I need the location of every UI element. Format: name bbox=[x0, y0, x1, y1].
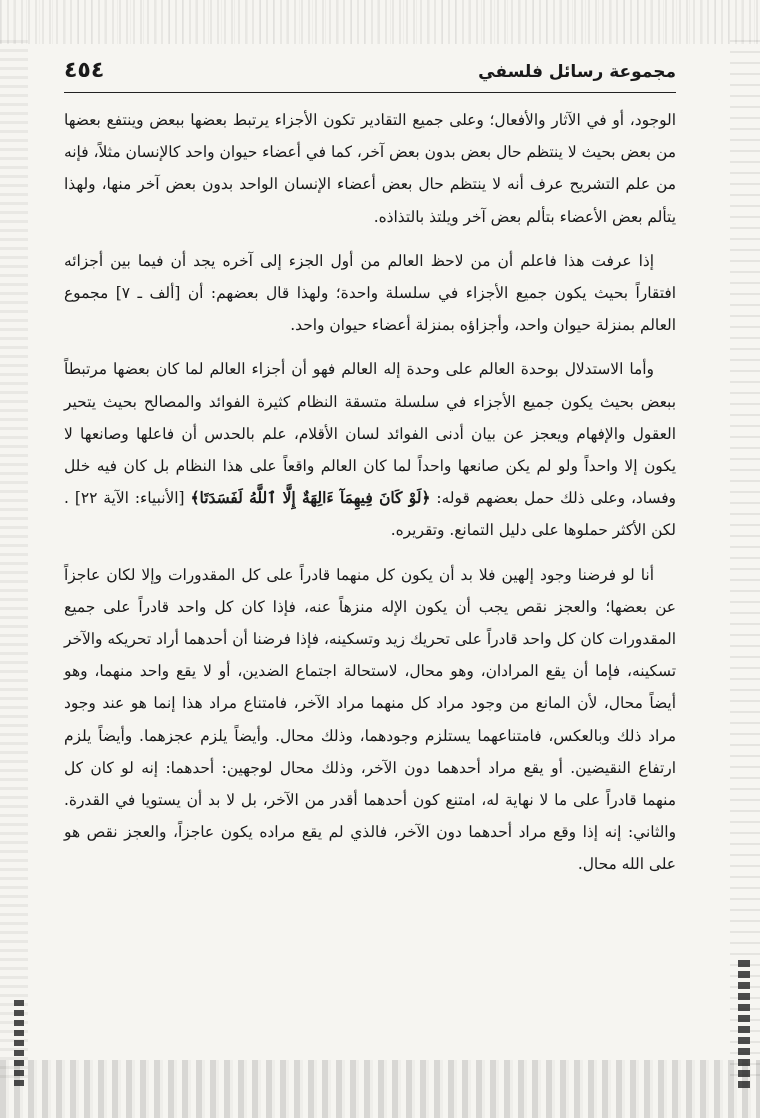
paragraph-2: إذا عرفت هذا فاعلم أن من لاحظ العالم من أول الجزء إلى آخره يجد أن فيما بين أجزائه افتقاراً بحيث يكون جميع الأجزاء في سلسلة واحدة؛ ولهذا قال بعضهم: أن [ألف ـ ٧] مجموع العالم بمنزلة حيوان واحد، وأجزاؤه بمنزلة أعضاء حيوان واحد. bbox=[64, 251, 676, 335]
paragraph-3 bbox=[64, 353, 676, 546]
scan-noise-bottom bbox=[0, 1060, 760, 1118]
paragraph-3-text-a: وأما الاستدلال بوحدة العالم على وحدة إله العالم فهو أن أجزاء العالم لما كان بعضها مرتبطاً ببعض بحيث يكون جميع الأجزاء في سلسلة متسقة النظام كثيرة الفوائد والمصالح بحيث يتحير العقول والإفهام ويعجز عن بيان أدنى الفوائد لسان الأقلام، علم بالحدس أن فاعلها وصانعها لا يكون إلا واحداً ولو لم يكن صانعها واحداً لما كان العالم واقعاً على هذا النظام بل كان فيه خلل وفساد، وعلى ذلك حمل بعضهم قوله: bbox=[64, 360, 676, 508]
scan-edge-mark-right bbox=[738, 960, 750, 1090]
paragraph-1: الوجود، أو في الآثار والأفعال؛ وعلى جميع التقادير تكون الأجزاء يرتبط بعضها ببعض وينتفع بعضها من بعض بحيث لا ينتظم حال بعض بدون بعض آخر، كما في أعضاء حيوان واحد كالإنسان مثلاً، فإنه من علم التشريح عرف أنه لا ينتظم حال بعض أعضاء الإنسان الواحد بدون بعض آخر منها، ولهذا يتألم بعض الأعضاء بتألم بعض آخر ويلتذ بالتذاذه. bbox=[64, 111, 676, 226]
page-number: ٤٥٤ bbox=[64, 58, 105, 83]
running-title: مجموعة رسائل فلسفي bbox=[478, 62, 676, 82]
paragraph-3-text-b: [الأنبياء: الآية ٢٢] . لكن الأكثر حملوها على دليل التمانع. وتقريره. bbox=[64, 489, 676, 540]
paragraph-4: أنا لو فرضنا وجود إلهين فلا بد أن يكون كل منهما قادراً على كل المقدورات وإلا لكان عاجزاً عن بعضها؛ والعجز نقص يجب أن يكون الإله منزهاً عنه، فإذا كان كل واحد قادراً على جميع المقدورات كان كل واحد قادراً على تحريك زيد وتسكينه، فإذا فرضنا أن أحدهما أراد تحريكه والآخر تسكينه، فإما أن يقع المرادان، وهو محال، لاستحالة اجتماع الضدين، أو لا يقع واحد منهما، وهو أيضاً محال، لأن المانع من وجود مراد كل منهما مراد الآخر، فامتناع مراد هذا إنما هو عند وجود مراد ذلك وبالعكس، فامتناعهما يستلزم وجودهما، وذلك محال. وأيضاً يلزم عجزهما. وأيضاً يلزم ارتفاع النقيضين. أو يقع مراد أحدهما دون الآخر، وذلك محال لوجهين: أحدهما: إنه لو كان كل منهما قادراً على ما لا نهاية له، امتنع كون أحدهما أقدر من الآخر، بل لا بد أن يستويا في القدرة. والثاني: إنه إذا وقع مراد أحدهما دون الآخر، فالذي لم يقع مراده يكون عاجزاً، والعجز نقص هو على الله محال. bbox=[64, 565, 676, 874]
quran-verse: ﴿لَوْ كَانَ فِيهِمَآ ءَالِهَةٌ إِلَّا ٱللَّهُ لَفَسَدَتَا﴾ bbox=[190, 489, 431, 508]
scan-noise-top bbox=[0, 0, 760, 44]
scan-edge-mark-left bbox=[14, 1000, 24, 1090]
page-header bbox=[64, 58, 676, 93]
scan-noise-right bbox=[730, 40, 760, 1080]
page-body bbox=[64, 104, 676, 893]
scan-noise-left bbox=[0, 40, 28, 1080]
